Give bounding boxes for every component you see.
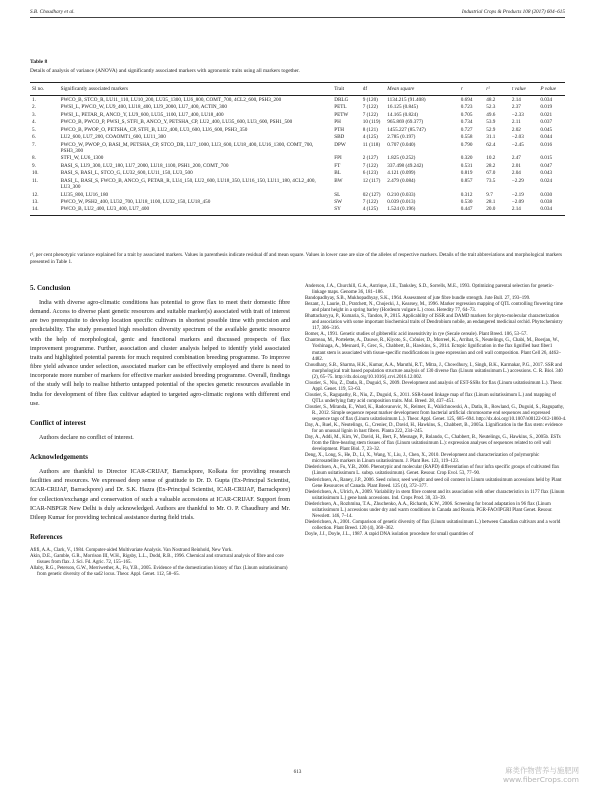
table-cell-r2: 52.3 [486, 104, 496, 111]
reference-item: Anderson, J.A., Churchill, G.A., Autrique, J.E., Tanksley, S.D., Sorrells, M.E., 1993. Optimizing parental selection for genetic-linkage maps. Genome 36, 181–186. [305, 284, 554, 296]
table-column-header: Trait [332, 83, 361, 96]
markers-table [30, 82, 565, 216]
table-cell-r2: 28.2 [486, 162, 496, 169]
table-cell-p: 0.043 [540, 170, 553, 177]
table-cell-trait: SBD [334, 134, 345, 141]
table-cell-sl: 13. [32, 199, 39, 205]
table-cell-markers: PWCO_W, PWOP_O, BASI_M, PETSHA_CP, STCO_DR, LU7_1000, LU3_600, LU18_400, LU16_1300, COMT_700, PSH3_300 [60, 141, 314, 154]
conclusion-heading: 5. Conclusion [30, 284, 71, 292]
reference-item: Bhattacharyya, P., Kumaria, S., Tandon, P., 2015. Applicability of ISSR and DAMD markers for phyto-molecular characterization and association with some important biochemical traits of Dendrobium nobile, an endangered medicinal orchid. Phytochemistry 117, 306–316. [305, 314, 563, 332]
conflict-text: Authors declare no conflict of interest. [39, 434, 134, 441]
table-cell-r: 0.705 [460, 111, 473, 118]
table-cell-t: −2.19 [511, 191, 524, 198]
table-cell-r2: 67.0 [486, 170, 496, 177]
table-cell-trait: PETL [334, 104, 347, 111]
table-cell-markers: PWSI_L, PWCO_W, LU9_400, LU18_400, LU9_2000, LU7_400, ACTIN_300 [60, 104, 227, 111]
table-cell-r: 0.558 [460, 134, 473, 141]
table-caption: Details of analysis of variance (ANOVA) and significantly associated markers with agronomic traits using all markers together. [30, 68, 300, 74]
table-cell-trait: SL [334, 191, 341, 198]
table-column-header: t value [510, 83, 539, 96]
table-cell-r2: 62.4 [486, 141, 496, 148]
table-cell-p: 0.016 [540, 141, 553, 148]
table-cell-p: 0.044 [540, 134, 553, 141]
reference-item: Deng, X., Long, S., He, D., Li, X., Wang, Y., Liu, J., Chen, X., 2010. Development and characterization of polymorphic microsatellite markers in Linum usitatissimum. J. Plant Res. 123, 119–123. [305, 453, 540, 465]
table-cell-t: 2.14 [511, 96, 521, 103]
table-cell-sl: 3. [32, 111, 36, 118]
reference-item: Diederichsen, A., Fu, Y.B., 2006. Phenotypic and molecular (RAPD) differentiation of four infra specific groups of cultivated flax (Linum usitatissimum L. subsp. usitatissimum). Genet. Resour. Crop Evol. 53, 77–90. [305, 465, 560, 477]
references-right-list [305, 284, 567, 538]
table-cell-ms: 4.121 (0.099) [387, 170, 416, 177]
table-cell-ms: 16.125 (0.845) [387, 104, 418, 111]
table-cell-sl: 6. [32, 134, 36, 141]
running-header-journal: Industrial Crops & Products 108 (2017) 604–615 [461, 9, 565, 15]
ack-text: Authors are thankful to Director ICAR-CRIJAF, Barrackpore, Kolkata for providing research facilities and resources. We expressed deep sense of gratitude to Dr. D. Gupta (Ex-Principal Scientist, ICAR-CRIJAF, Barrackpore) and Dr. S.K. Hazra (Ex-Principal Scientist, ICAR-CRIJAF, Barrackpore) for collection/exchange and conservation of such a valuable accessions at ICAR-CRIJAF. Support from ICAR-NBPGR New Delhi is duly acknowledged. Authors are thankful to Mr. O. P. Chaudhury and Mr. Dileep Kumar for providing technical assistance during field trials. [30, 469, 290, 521]
reference-item: Day, A., Ruel, K., Neutelings, G., Crenier, D., David, H., Hawkins, S., Chabbert, B., 2005a. Lignification in the flax stem: evidence for an unusual lignin in bast fibers. Planta 222, 234–245. [305, 423, 563, 435]
watermark-line-2: www.fiberCrops.com [503, 775, 579, 784]
reference-item: Doyle, J.J., Doyle, J.L., 1987. A rapid DNA isolation procedure for small quantities of [305, 531, 474, 537]
reference-item: Cloutier, S., Ragupathy, R., Niu, Z., Duguid, S., 2011. SSR-based linkage map of flax (Linum usitatissimum L.) and mapping of QTLs underlying fatty acid composition traits. Mol. Breed. 28, 437–451. [305, 392, 557, 404]
table-cell-markers: PWCO_B, PWOP_O, PETSHA_CP, STFI_B, LU2_400, LU3_600, LU6_600, PSH3_350 [60, 126, 248, 133]
table-cell-r: 0.819 [460, 170, 473, 177]
table-cell-ms: 1134.215 (91.408) [387, 96, 426, 103]
table-body [30, 96, 565, 216]
table-cell-df: 7 (122) [362, 199, 378, 205]
table-cell-p: 0.015 [540, 155, 553, 162]
table-cell-df: 10 (119) [362, 119, 381, 126]
reference-item: Allaby, R.G., Peterson, G.W., Merriwether, A., Fu, Y.B., 2005. Evidence of the domestication history of flax (Linum usitatissimum) from genetic diversity of the sad2 locus. Theor. Appl. Genet. 112, 58–65. [30, 566, 288, 578]
reference-item: Afifi, A.A., Clark, V., 1984. Computer-aided Multivariate Analysis. Van Nostrand Reinhold, New York. [30, 547, 233, 553]
table-cell-r: 0.694 [460, 96, 473, 103]
table-cell-sl: 11. [32, 177, 39, 184]
table-cell-p: 0.038 [540, 199, 553, 205]
conclusion-text: India with diverse agro-climatic conditions has potential to grow flax to meet their domestic fibre demand. Access to diverse plant genetic resources and suitable marker(s) associated with trait of interest are two prerequisite to develop location specific cultivars in shortest possible time with precision and predictability. The study presented high resolution diversity spectrum of the available genetic resource with the help of morphological, genic and functional markers and discussed prospects of flax improvement programme. Further, association and cluster analysis helped to identify yield associated traits and highlighted potential parents for much required combination breeding programme. To improve fibre yield advance under selection, associated marker can be effectively employed and there is need to incorporate more number of markers for effective marker assisted breeding programme. Overall, findings of the study will help to realise hitherto untapped potential of the species genetic resources available in India for development of fibre flax cultivar adapted to targeted agro-climatic regions with different end use. [30, 300, 290, 407]
table-cell-r: 0.727 [460, 126, 473, 133]
table-cell-t: 2.37 [511, 104, 521, 111]
reference-item: Diederichsen, A., Raney, J.P., 2006. Seed colour, seed weight and seed oil content in Linum usitatissimum accessions held by Plant Gene Resources of Canada. Plant Breed. 125 (4), 372–377. [305, 477, 562, 489]
table-cell-p: 0.037 [540, 119, 553, 126]
table-row [30, 206, 565, 215]
table-cell-r2: 53.9 [486, 119, 496, 126]
table-cell-df: 12 (117) [362, 177, 381, 184]
table-cell-df: 7 (122) [362, 111, 378, 118]
table-cell-t: 2.47 [511, 155, 521, 162]
table-cell-ms: 0.707 (0.040) [387, 141, 416, 148]
table-cell-df: 8 (121) [362, 126, 378, 133]
page-number: 613 [293, 769, 302, 775]
table-cell-markers: PWCO_B, STCO_R, LU11_110, LU10_200, LU35_1300, LU6_800, COMT_700, 4CL2_600, PSH3_200 [60, 96, 282, 103]
table-row [30, 141, 565, 155]
table-row [30, 191, 565, 198]
table-cell-t: −2.29 [511, 177, 524, 184]
table-cell-sl: 2. [32, 104, 36, 111]
table-cell-markers: PWSI_L, PETAR_R, ANCO_Y, LU9_600, LU35_1100, LU7_400, LU18_400 [60, 111, 224, 118]
reference-item: Diederichsen, A., 2001. Comparison of genetic diversity of flax (Linum usitatissimum L.) between Canadian cultivars and a world collection. Plant Breed. 120 (4), 360–362. [305, 519, 561, 531]
table-cell-trait: FT [334, 162, 341, 169]
table-cell-sl: 8. [32, 155, 36, 162]
table-column-header: r² [484, 83, 510, 96]
table-cell-p: 0.021 [540, 111, 553, 118]
table-cell-r: 0.857 [460, 177, 473, 184]
table-cell-t: 2.02 [511, 126, 521, 133]
table-cell-t: 2.14 [510, 206, 539, 215]
table-cell-t: 2.04 [511, 170, 521, 177]
table-cell-r2: 10.2 [486, 155, 496, 162]
table-cell-trait: PH [334, 119, 341, 126]
table-cell-ms: 965.869 (69.377) [387, 119, 424, 126]
watermark-line-1: 麻类作物营养与施肥网 [505, 766, 579, 775]
table-cell-df: 2 (127) [362, 155, 378, 162]
table-cell-df: 11 (118) [362, 141, 381, 148]
table-cell-markers: PWCO_B, PWCO_P, PWSI_S, STFI_B, ANCO_Y, PETSHA_CP, LU2_400, LU35_600, LU3_600, PSH1_500 [60, 119, 293, 126]
table-cell-ms: 14.165 (0.824) [387, 111, 418, 118]
table-cell-trait: BW [334, 177, 343, 184]
table-cell-t: 2.01 [511, 162, 521, 169]
reference-item: Bezant, J., Laurie, D., Pratchett, N., Chojecki, J., Kearsey, M., 1996. Marker regression mapping of QTL controlling flowering time and plant height in a spring barley (Hordeum vulgare L.) cross. Heredity 77, 64–73. [305, 302, 563, 314]
table-row [30, 170, 565, 177]
table-cell-r2: 52.9 [486, 126, 496, 133]
table-column-header: r [459, 83, 485, 96]
table-column-header: Mean square [385, 83, 459, 96]
reference-item: Akin, D.E., Gamble, G.R., Morrison III, W.H., Rigsby, L.L., Dodd, R.B., 1996. Chemical and structural analysis of fibre and core tissues from flax. J. Sci. Fd. Agric. 72, 155–165. [30, 554, 284, 566]
table-cell-markers: LU2_600, LU7_200, COAOMT1_600, LU11_300 [60, 134, 166, 141]
table-row [30, 198, 565, 205]
table-cell-r: 0.447 [459, 206, 485, 215]
table-column-header: Sl no. [30, 83, 59, 96]
table-cell-markers: PWCO_B, LU2_400, LU3_400, LU7_400 [59, 206, 333, 215]
table-row [30, 118, 565, 125]
table-cell-sl: 9. [32, 162, 36, 169]
reference-item: Chantreau, M., Portelette, A., Dauwe, R., Kiyoto, S., Crônier, D., Morreel, K., Arribat, S., Neutelings, G., Chabi, M., Boerjan, W., Yoshinaga, A., Mesnard, F., Grec, S., Chabbert, B., Hawkins, S., 2014. Ectopic lignification in the flax lignified bast fiber1 mutant stem is associated with tissue-specific modifications in gene expression and cell wall composition. Plant Cell 26, 4462–4482. [305, 338, 561, 362]
table-cell-t: −2.45 [511, 141, 524, 148]
table-cell-ms: 1455.227 (85.747) [387, 126, 426, 133]
watermark [503, 766, 579, 784]
table-cell-r: 0.723 [460, 104, 473, 111]
table-cell-df: 7 (122) [362, 162, 378, 169]
table-cell-markers: BASI_S, LU9_300, LU2_180, LU7_2000, LU18_1100, PSH1_200, COMT_700 [60, 162, 229, 169]
table-row [30, 133, 565, 140]
reference-item: Diederichsen, A., Ulrich, A., 2009. Variability in stem fibre content and its association with other characteristics in 1177 flax (Linum usitatissimum L.) gene bank accessions. Ind. Crops Prod. 30, 33–39. [305, 489, 565, 501]
table-cell-ms: 2.479 (0.084) [387, 177, 416, 184]
table-cell-trait: FPI [334, 155, 342, 162]
table-cell-t: −2.03 [511, 134, 524, 141]
table-row [30, 177, 565, 191]
table-cell-r: 0.312 [460, 191, 473, 198]
table-column-header: Significantly associated markers [59, 83, 333, 96]
table-cell-r2: 73.5 [486, 177, 496, 184]
table-header-row [30, 83, 565, 96]
table-cell-df: 02 (127) [362, 191, 381, 198]
table-cell-p: 0.019 [540, 104, 553, 111]
table-cell-df: 4 (125) [361, 206, 386, 215]
table-cell-r2: 31.1 [486, 134, 496, 141]
table-cell-r: 0.320 [460, 155, 473, 162]
table-cell-p: 0.045 [540, 126, 553, 133]
reference-item: Bomer, A., 1991. Genetic studies of gibberellic acid insensitivity in rye (Secale cereale). Plant Breed. 106, 53–57. [305, 332, 528, 338]
table-cell-r: 0.790 [460, 141, 473, 148]
left-column [30, 284, 290, 578]
right-column [305, 284, 567, 538]
table-cell-markers: BASI_S, BASI_L, STCO_G, LU32_600, LU11_150, LU3_500 [60, 170, 193, 177]
table-cell-sl: 4. [32, 119, 36, 126]
table-cell-p: 0.034 [540, 96, 553, 103]
table-cell-p: 0.030 [540, 191, 553, 198]
table-cell-t: −2.09 [511, 199, 524, 205]
table-cell-ms: 1.825 (0.252) [387, 155, 416, 162]
table-cell-trait: SW [334, 199, 342, 205]
header-rule [30, 17, 565, 18]
table-cell-df: 7 (122) [362, 104, 378, 111]
reference-item: Cloutier, S., Miranda, E., Ward, K., Radovanovic, N., Reimer, E., Walichnowski, A., Datla, R., Rowland, G., Duguid, S., Ragupathy, R., 2012. Simple sequence repeat marker development from bacterial artificial chromosome end sequences and expressed sequence tags of flax (Linum usitatissimum L.). Theor. Appl. Genet. 125, 685–694. http://dx.doi.org/10.1007/s00122-012-1860-4. [305, 404, 567, 423]
references-left-list [30, 548, 290, 578]
table-cell-markers: STFI_W, LU6_1300 [60, 155, 104, 162]
table-cell-r2: 49.6 [486, 111, 496, 118]
table-row [30, 155, 565, 162]
table-cell-markers: LU35_800, LU16_180 [60, 191, 109, 198]
table-cell-t: −2.33 [511, 111, 524, 118]
table-cell-t: 2.11 [511, 119, 521, 126]
table-title: Table 8 [30, 59, 48, 65]
table-cell-sl: 7. [32, 141, 36, 148]
table-cell-p: 0.047 [540, 162, 553, 169]
table-cell-df: 6 (123) [362, 170, 378, 177]
conflict-heading: Conflict of interest [30, 418, 86, 427]
table-cell-r2: 48.2 [486, 96, 496, 103]
reference-item: Diederichsen, A., Rozhmina, T.A., Zhuchenko, A.A., Richards, K.W., 2006. Screening for broad adaptation in 96 flax (Linum usitatissimum L.) accessions under dry and warm conditions in Canada and Russia. PGR-FAO/IPGRI Plant Genet. Resour. Newslett. 146, 7–14. [305, 501, 553, 519]
table-cell-sl: 5. [32, 126, 36, 133]
table-cell-ms: 0.210 (0.033) [387, 191, 416, 198]
table-cell-r2: 28.1 [486, 199, 496, 205]
table-cell-ms: 1.524 (0.196) [385, 206, 459, 215]
table-row [30, 96, 565, 104]
reference-item: Cloutier, S., Niu, Z., Datla, R., Duguid, S., 2009. Development and analysis of EST-SSRs for flax (Linum usitatissimum L.). Theor. Appl. Genet. 119, 53–63. [305, 380, 563, 392]
table-column-header: df [361, 83, 386, 96]
table-cell-ms: 337.498 (49.242) [387, 162, 424, 169]
table-row [30, 103, 565, 110]
table-cell-r: 0.530 [460, 199, 473, 205]
table-cell-r: 0.734 [460, 119, 473, 126]
table-row [30, 162, 565, 169]
table-cell-trait: PTH [334, 126, 345, 133]
table-column-header: P value [538, 83, 565, 96]
reference-item: Bandopadhyay, S.B., Mukhopadhyay, S.K., 1964. Assessment of jute fibre bundle strength. Jute Bull. 27, 193–199. [305, 296, 531, 302]
table-cell-df: 9 (120) [362, 96, 378, 103]
table-cell-markers: PWCO_W, PSH2_400, LU32_700, LU18_1100, LU32_150, LU18_450 [60, 199, 211, 205]
table-cell-r2: 20.0 [484, 206, 510, 215]
table-cell-trait: SY [332, 206, 361, 215]
table-row [30, 126, 565, 133]
table-cell-p: 0.024 [540, 177, 553, 184]
table-cell-markers: BASI_L, BASI_S, FWCO_B, ANCO_G, PETAR_R, LU4_150, LU2_600, LU18_350, LU16_150, LU11_180, 4CL2_400, LU3_300 [60, 177, 316, 191]
table-cell-trait: DRLG [334, 96, 349, 103]
reference-item: Choudhary, S.B., Sharma, H.K., Kumar, A.A., Maruthi, R.T., Mitra, J., Chowdhury, I., Singh, B.K., Karmakar, P.G., 2017. SSR and morphological trait based population structure analysis of 130 diverse flax (Linum usitatissimum L.) accessions. C. R. Biol. 340 (2), 65–75. http://dx.doi.org/10.1016/j.crvi.2016.12.002. [305, 362, 563, 380]
table-cell-sl: 12. [32, 191, 39, 198]
reference-item: Day, A., Addi, M., Kim, W., David, H., Bert, F., Mesnage, P., Rolando, C., Chabbert, B., Neutelings, G., Hawkins, S., 2005b. ESTs from the fibre-bearing stem tissues of flax (Linum usitatissimum L.): expression analyses of sequences related to cell wall development. Plant Biol. 7, 23–32. [305, 435, 561, 453]
table-cell-sl: 14. [30, 206, 59, 215]
table-cell-sl: 10. [32, 170, 39, 177]
table-cell-trait: DPW [334, 141, 346, 148]
running-header-authors: S.B. Choudhary et al. [30, 9, 75, 15]
table-footnote: r², per cent phenotypic variance explained for a trait by associated markers. Values in parenthesis indicate residual df and mean square. Values in lower case are size of the alleles of respective markers. Details of the trait abbreviations and morphological markers presented in Table 1. [30, 252, 563, 265]
table-cell-trait: PETW [334, 111, 349, 118]
table-cell-ms: 0.039 (0.013) [387, 199, 416, 205]
ack-heading: Acknowledgements [30, 453, 88, 462]
table-cell-df: 4 (125) [362, 134, 378, 141]
table-cell-r2: 9.7 [486, 191, 493, 198]
table-row [30, 111, 565, 118]
table-cell-trait: BL [334, 170, 341, 177]
references-heading: References [30, 532, 63, 541]
table-cell-ms: 2.785 (0.197) [387, 134, 416, 141]
table-cell-sl: 1. [32, 96, 36, 103]
table-cell-r: 0.531 [460, 162, 473, 169]
table-cell-p: 0.034 [538, 206, 565, 215]
